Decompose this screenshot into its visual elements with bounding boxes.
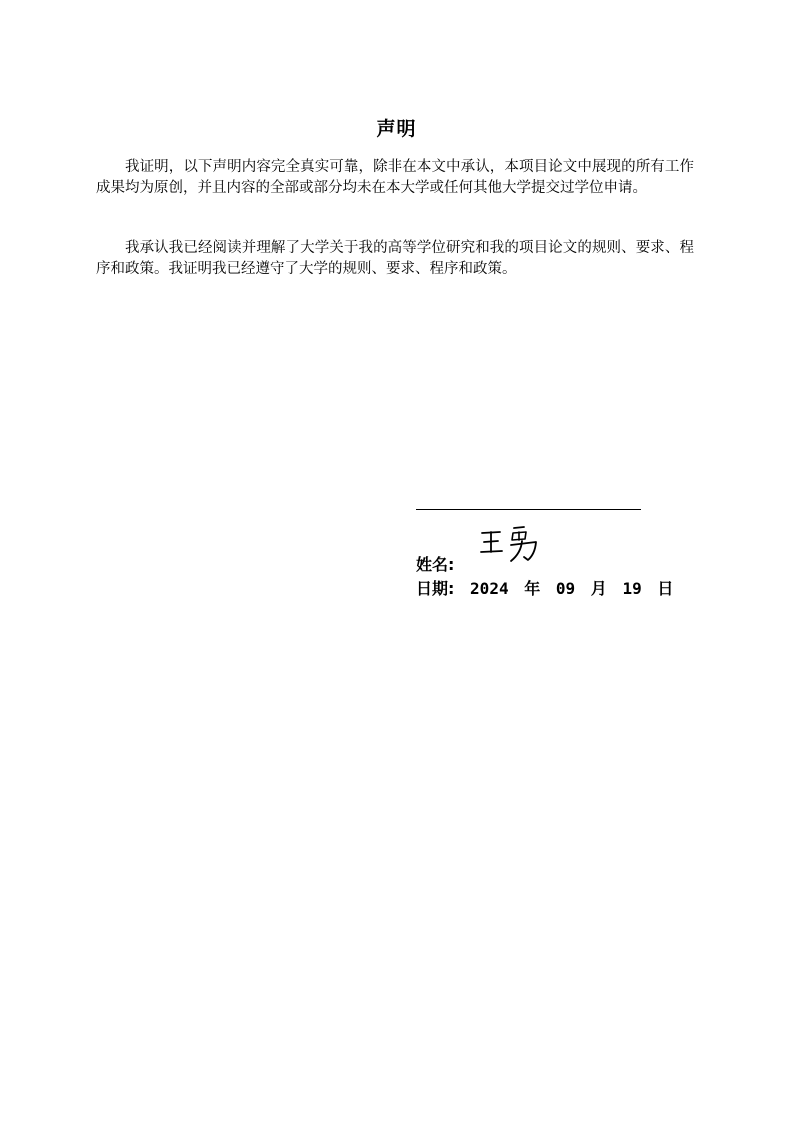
signature-line: [416, 509, 641, 510]
date-month: 09: [555, 579, 576, 598]
date-line: [416, 576, 679, 599]
date-day-unit: 日: [657, 579, 674, 598]
date-year: 2024: [470, 579, 509, 598]
date-month-unit: 月: [590, 579, 607, 598]
date-year-unit: 年: [524, 579, 541, 598]
date-day: 19: [622, 579, 642, 598]
handwritten-signature: [478, 524, 548, 564]
page-title: 声明: [376, 118, 417, 140]
date-label: 日期:: [416, 579, 455, 598]
declaration-paragraph-1: 我证明，以下声明内容完全真实可靠，除非在本文中承认，本项目论文中展现的所有工作成果均为原创，并且内容的全部或部分均未在本大学或任何其他大学提交过学位申请。: [96, 159, 694, 196]
name-label: 姓名:: [416, 555, 455, 574]
declaration-paragraph-2: 我承认我已经阅读并理解了大学关于我的高等学位研究和我的项目论文的规则、要求、程序和政策。我证明我已经遵守了大学的规则、要求、程序和政策。: [96, 240, 694, 277]
